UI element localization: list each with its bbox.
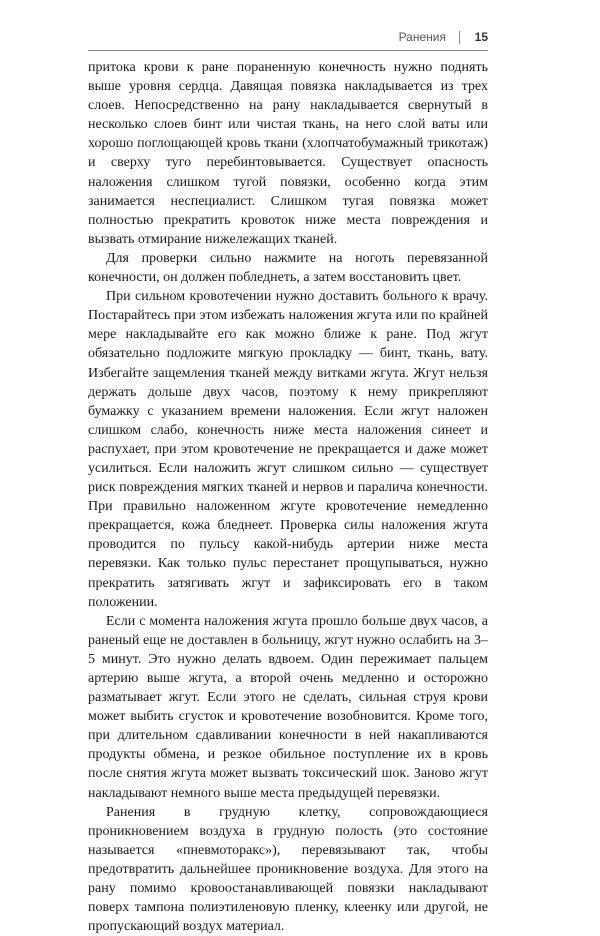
body-text xyxy=(88,58,488,936)
page-number: 15 xyxy=(474,30,488,44)
running-header xyxy=(88,30,488,51)
paragraph: Если с момента наложения жгута прошло больше двух часов, а раненый еще не доставлен в больницу, жгут нужно ослабить на 3–5 минут. Это нужно делать вдвоем. Один пережимает пальцем артерию выше жгута, а второй очень медленно и осторожно разматывает жгут. Если этого не сделать, сильная струя крови может выбить сгусток и кровотечение возобновится. Кроме того, при длительном сдавливании конечности в ней накапливаются продукты обмена, и резкое обильное поступление их в кровь после снятия жгута может вызвать токсический шок. Заново жгут накладывают немного выше места предыдущей перевязки. xyxy=(88,613,488,801)
paragraph-continued: притока крови к ране пораненную конечность нужно поднять выше уровня сердца. Давящая повязка накладывается из трех слоев. Непосредственно на рану накладывается свернутый в несколько слоев бинт или чистая ткань, на него слой ваты или хорошо поглощающей кровь ткани (хлопчатобумажный трикотаж) и сверху туго перебинтовывается. Существует опасность наложения слишком тугой повязки, особенно когда этим занимается неспециалист. Слишком тугая повязка может полностью прекратить кровоток ниже места повреждения и вызвать отмирание нижележащих тканей. xyxy=(88,60,488,247)
header-separator xyxy=(459,31,460,44)
paragraph: Ранения в грудную клетку, сопровождающиеся проникновением воздуха в грудную полость (это состояние называется «пневмоторакс»), перевязывают так, чтобы предотвратить дальнейшее проникновение воздуха. Для этого на рану помимо кровоостанавливающей повязки накладывают поверх тампона полиэтиленовую пленку, клеенку или другой, не пропускающий воздух материал. xyxy=(88,804,488,935)
paragraph: Для проверки сильно нажмите на ноготь перевязанной конечности, он должен побледнеть, а затем восстановить цвет. xyxy=(88,250,488,286)
section-title: Ранения xyxy=(398,30,446,44)
paragraph: При сильном кровотечении нужно доставить больного к врачу. Постарайтесь при этом избежать наложения жгута или по крайней мере накладывайте его как можно ближе к ране. Под жгут обязательно подложите мягкую прокладку — бинт, ткань, вату. Избегайте защемления тканей между витками жгута. Жгут нельзя держать дольше двух часов, поэтому к нему прикрепляют бумажку с указанием времени наложения. Если жгут наложен слишком слабо, конечность ниже места наложения синеет и распухает, при этом кровотечение не прекращается и даже может усилиться. Если наложить жгут слишком сильно — существует риск повреждения мягких тканей и нервов и паралича конечности. При правильно наложенном жгуте кровотечение немедленно прекращается, кожа бледнеет. Проверка силы наложения жгута проводится по пульсу какой-нибудь артерии ниже места перевязки. Как только пульс перестанет прощупываться, нужно прекратить затягивать жгут и зафиксировать его в таком положении. xyxy=(88,289,488,610)
